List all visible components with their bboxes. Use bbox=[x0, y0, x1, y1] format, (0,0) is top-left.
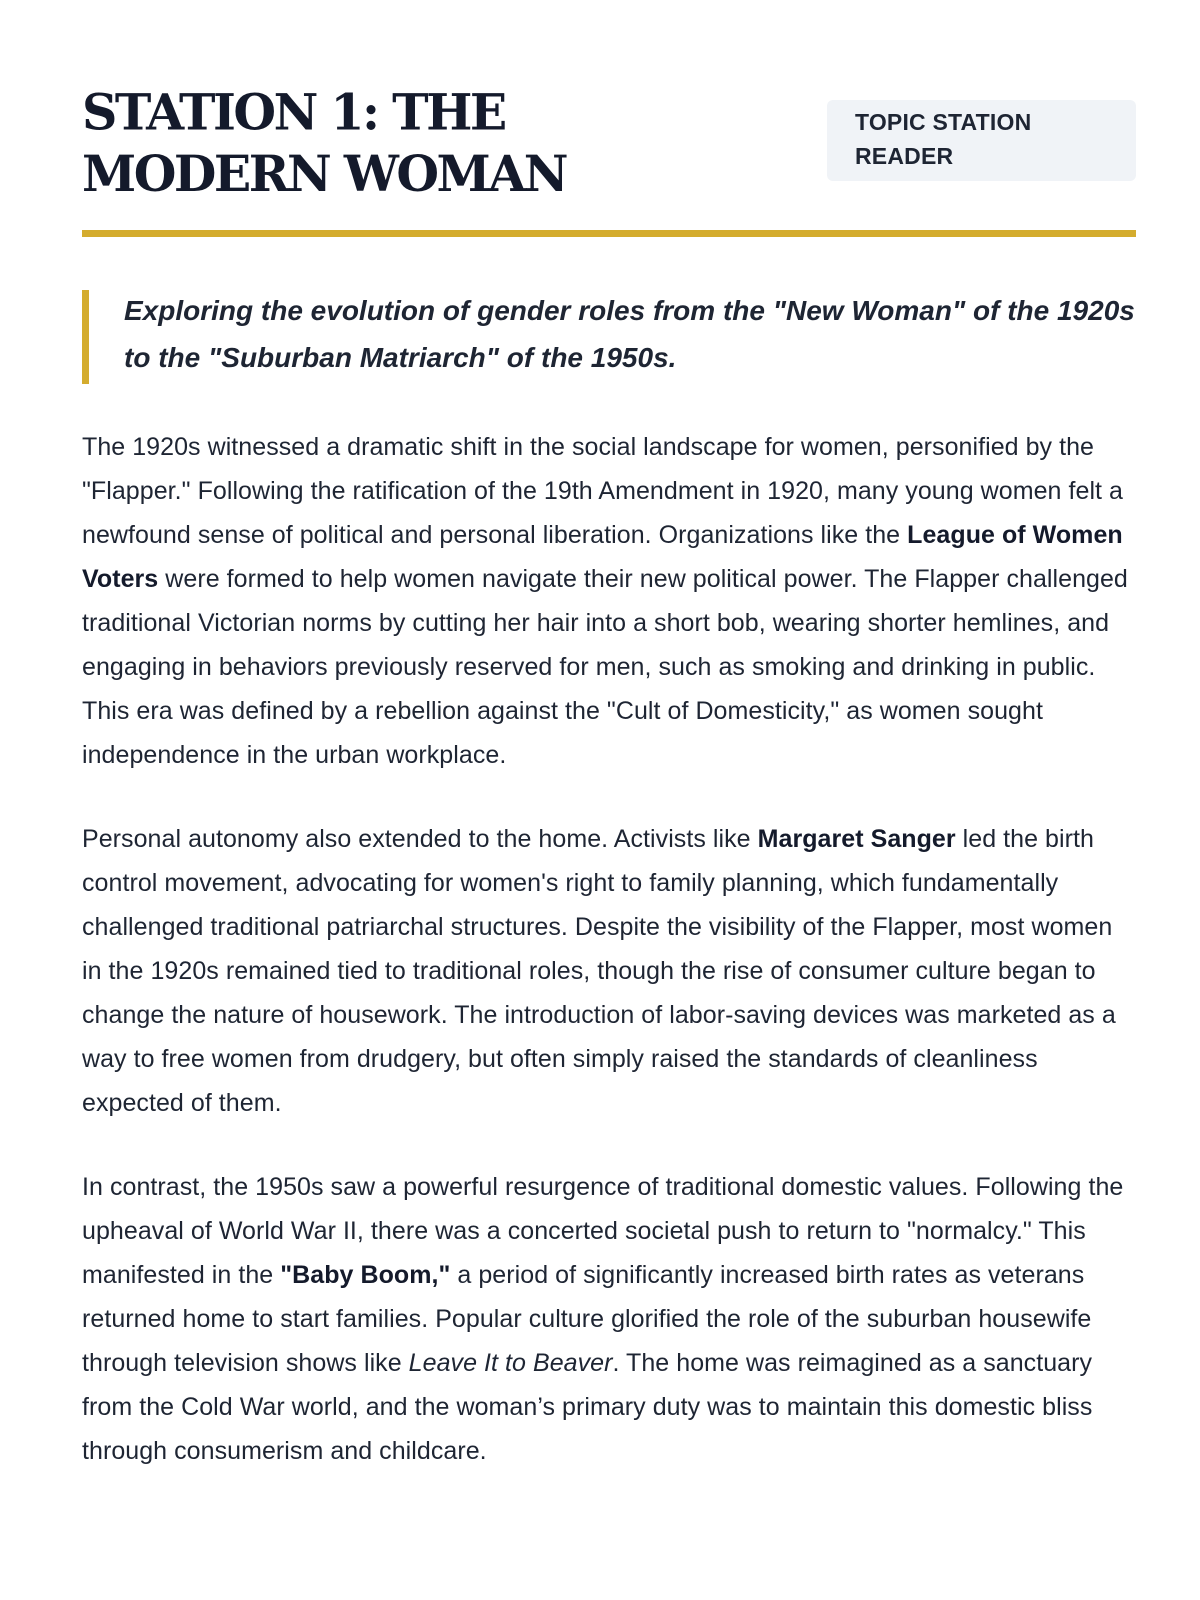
paragraph-1-highlight: League of Women Voters bbox=[82, 521, 1123, 593]
paragraph-3 bbox=[82, 1165, 1136, 1473]
paragraph-1-text-a: The 1920s witnessed a dramatic shift in the social landscape for women, personified by the "Flapper." Following the ratification of the 19th Amendment in 1920, many young women felt a newfound sense of political and personal liberation. Organizations like the bbox=[82, 433, 1124, 549]
paragraph-3-highlight: "Baby Boom," bbox=[280, 1261, 451, 1289]
lede-callout bbox=[82, 290, 1136, 384]
paragraph-1 bbox=[82, 425, 1136, 777]
paragraph-2 bbox=[82, 817, 1136, 1125]
paragraph-2-text-b: led the birth control movement, advocating for women's right to family planning, which fundamentally challenged traditional patriarchal structures. Despite the visibility of the Flapper, most women in the 1920s remained tied to traditional roles, though the rise of consumer culture began to change the nature of housework. The introduction of labor-saving devices was marketed as a way to free women from drudgery, but often simply raised the standards of cleanliness expected of them. bbox=[82, 825, 1116, 1117]
header-divider bbox=[82, 230, 1136, 237]
paragraph-3-text-c: . The home was reimagined as a sanctuary from the Cold War world, and the woman’s primary duty was to maintain this domestic bliss through consumerism and childcare. bbox=[82, 1349, 1093, 1465]
paragraph-3-show-title: Leave It to Beaver bbox=[408, 1349, 613, 1377]
paragraph-2-text-a: Personal autonomy also extended to the home. Activists like bbox=[82, 825, 758, 853]
lede-text: Exploring the evolution of gender roles from the "New Woman" of the 1920s to the "Suburban Matriarch" of the 1950s. bbox=[124, 295, 1135, 373]
article-body bbox=[82, 425, 1136, 1513]
page-header bbox=[82, 0, 1136, 238]
reader-page bbox=[82, 0, 1136, 1465]
paragraph-2-highlight: Margaret Sanger bbox=[757, 825, 956, 853]
paragraph-3-text-a: In contrast, the 1950s saw a powerful resurgence of traditional domestic values. Following the upheaval of World War II, there was a concerted societal push to return to "normalcy." This manifested in the bbox=[82, 1173, 1124, 1289]
paragraph-3-text-b: a period of significantly increased birth rates as veterans returned home to start families. Popular culture glorified the role of the suburban housewife through television shows like bbox=[82, 1261, 1092, 1377]
paragraph-1-text-b: were formed to help women navigate their new political power. The Flapper challenged traditional Victorian norms by cutting her hair into a short bob, wearing shorter hemlines, and engaging in behaviors previously reserved for men, such as smoking and drinking in public. This era was defined by a rebellion against the "Cult of Domesticity," as women sought independence in the urban workplace. bbox=[82, 565, 1128, 769]
topic-badge: TOPIC STATION READER bbox=[827, 100, 1136, 181]
page-title: STATION 1: THE MODERN WOMAN bbox=[82, 82, 567, 204]
